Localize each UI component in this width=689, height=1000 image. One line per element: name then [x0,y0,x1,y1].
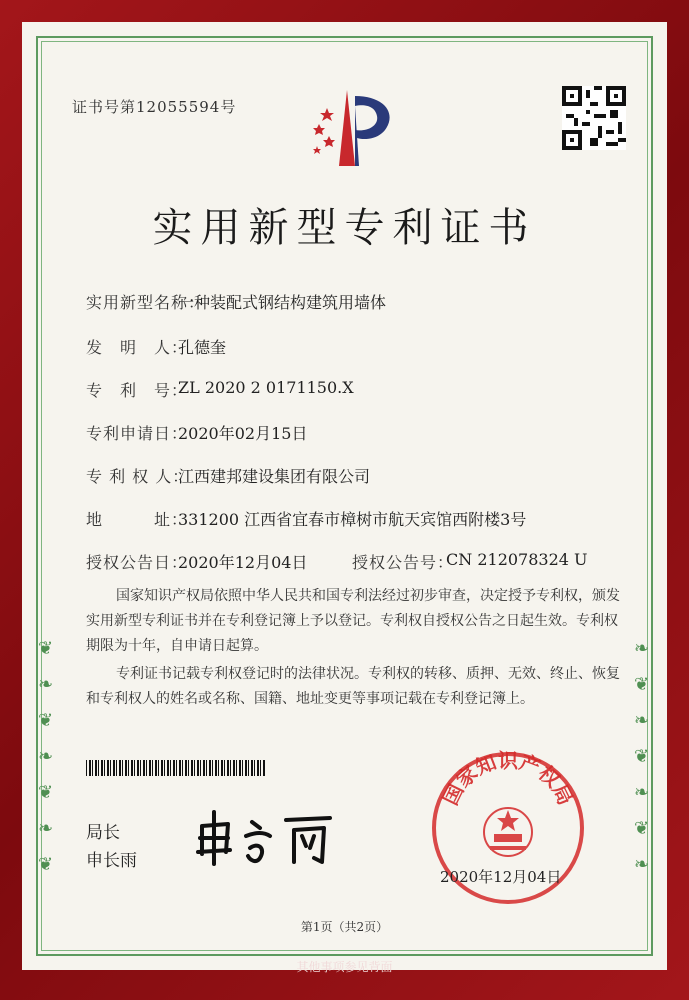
filing-date-value: 2020年02月15日 [178,424,308,443]
grant-statement-paragraph: 国家知识产权局依照中华人民共和国专利法经过初步审查，决定授予专利权，颁发实用新型专利证书并在专利登记簿上予以登记。专利权自授权公告之日起生效。专利权期限为十年，自申请日起算。 [86,588,620,654]
left-vine-ornament: ❦ ❧ ❦ ❧ ❦ ❧ ❦ [38,638,54,875]
director-title: 局长 [86,823,120,843]
utility-name-label: 实用新型名称： [86,293,206,312]
patent-office-logo [305,86,405,170]
grant-number-value: CN 212078324 U [446,550,588,569]
certificate-title: 实用新型专利证书 [152,205,537,251]
svg-text:国家知识产权局 [438,748,578,808]
patentee-label: 专 利 权 人： [86,467,190,486]
address-value: 331200 江西省宜春市樟树市航天宾馆西附楼3号 [178,510,527,529]
director-name: 申长雨 [86,851,137,871]
seal-text: 国家知识产权局 [438,748,578,809]
director-signature [190,808,360,868]
patent-number-label: 专 利 号： [86,381,189,400]
certificate-number: 证书号第12055594号 [72,98,237,116]
inventor-label: 发 明 人： [86,338,189,357]
patent-number-value: ZL 2020 2 0171150.X [178,378,354,397]
utility-name-value: 一种装配式钢结构建筑用墙体 [178,293,387,312]
grant-date-value: 2020年12月04日 [178,553,308,572]
patentee-value: 江西建邦建设集团有限公司 [178,467,371,486]
right-vine-ornament: ❧ ❦ ❧ ❦ ❧ ❦ ❧ [634,638,650,875]
grant-number-label: 授权公告号： [352,553,455,572]
legal-status-paragraph: 专利证书记载专利权登记时的法律状况。专利权的转移、质押、无效、终止、恢复和专利权人的姓名或名称、国籍、地址变更等事项记载在专利登记簿上。 [86,666,620,707]
footer-note: 其他事项参见背面 [296,960,393,974]
filing-date-label: 专利申请日： [86,424,189,443]
page-indicator: 第1页（共2页） [300,920,389,934]
inventor-value: 孔德奎 [178,338,227,357]
qr-code-icon [562,86,626,150]
grant-date-label: 授权公告日： [86,553,189,572]
address-label: 地 址： [86,510,189,529]
barcode-icon [86,760,266,776]
seal-date: 2020年12月04日 [440,868,562,886]
